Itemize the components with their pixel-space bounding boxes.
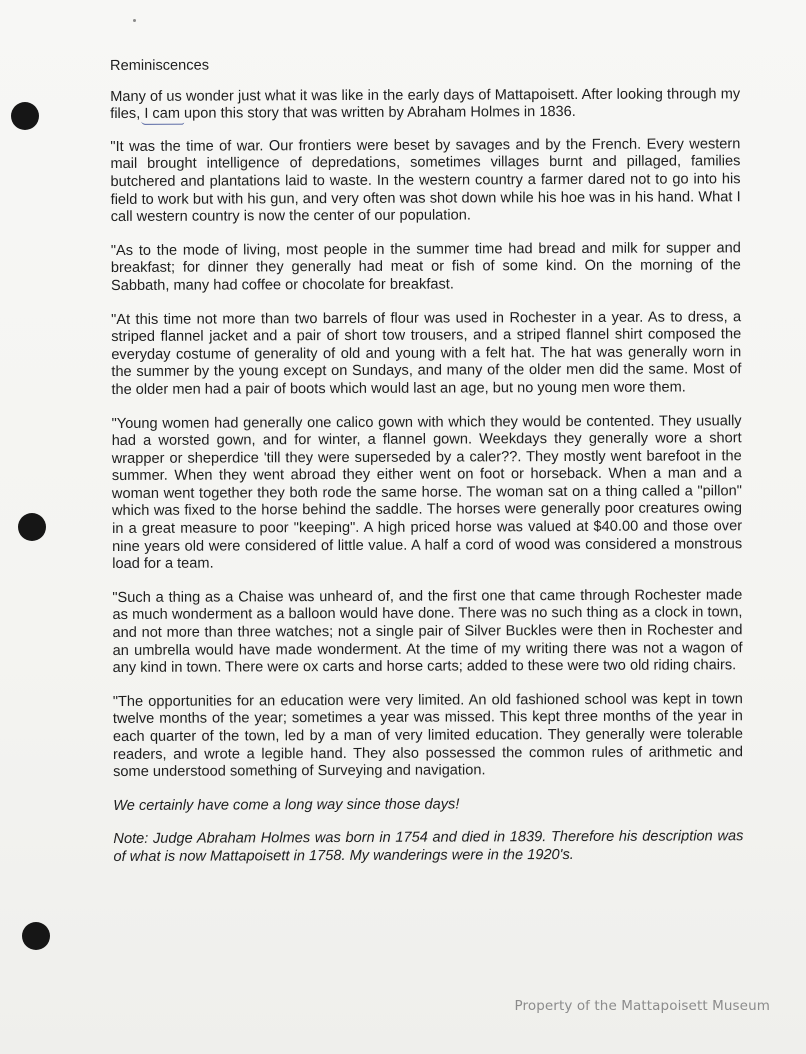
- paragraph-chaise: "Such a thing as a Chaise was unheard of, and the first one that came through Rochester made as much wonderment as a balloon would have done. There was no such thing as a clock in town, and not more than three watches; not a single pair of Silver Buckles were then in Rochester and an umbrella would have made wonderment. At the time of my writing there was not a wagon of any kind in town. There were ox carts and horse carts; added to these were two old riding chairs.: [112, 587, 743, 677]
- paragraph-war: "It was the time of war. Our frontiers were beset by savages and by the French. Every western mail brought intelligence of depredations, sometimes villages burnt and pillaged, families butchered and plantations laid to waste. In the western country a farmer dared not to go into his field to work but with his gun, and very often was shot down while his hoe was in his hand. What I call western country is now the center of our population.: [110, 136, 741, 226]
- intro-text-end: upon this story that was written by Abraham Holmes in 1836.: [184, 104, 576, 122]
- closing-remark: We certainly have come a long way since those days!: [113, 796, 460, 814]
- paper-speck: [133, 19, 136, 22]
- binder-hole-middle: [18, 513, 46, 541]
- paragraph-young-women: "Young women had generally one calico gown with which they would be contented. They usually had a worsted gown, and for winter, a flannel gown. Weekdays they generally wore a short wrapper or sheperdice 'till they were superseded by a caler??. They mostly went barefoot in the summer. When they went abroad they either went on foot or horseback. When a man and a woman went together they both rode the same horse. The woman sat on a thing called a "pillon" which was fixed to the horse behind the saddle. The horses were generally poor creatures owing in a great measure to poor "keeping". A high priced horse was valued at $40.00 and those over nine years old were considered of little value. A half a cord of wood was considered a monstrous load for a team.: [111, 412, 743, 573]
- pen-underlined-text: I cam: [144, 105, 185, 123]
- binder-hole-top: [11, 102, 39, 130]
- binder-hole-bottom: [22, 922, 50, 950]
- paragraph-dress: "At this time not more than two barrels of flour was used in Rochester in a year. As to dress, a striped flannel jacket and a pair of short tow trousers, and a striped flannel shirt composed the everyday costume of generality of old and young with a felt hat. The hat was generally worn in the summer by the young except on Sundays, and many of the older men did the same. Most of the older men had a pair of boots which would last an age, but no young men wore them.: [111, 308, 742, 398]
- author-note: Note: Judge Abraham Holmes was born in 1754 and died in 1839. Therefore his description was of what is now Mattapoisett in 1758. My wanderings were in the 1920's.: [113, 828, 744, 865]
- paragraph-living: "As to the mode of living, most people in the summer time had bread and milk for supper and breakfast; for dinner they generally had meat or fish of some kind. On the morning of the Sabbath, many had coffee or chocolate for breakfast.: [110, 239, 741, 294]
- paragraph-education: "The opportunities for an education were very limited. An old fashioned school was kept in town twelve months of the year; sometimes a year was missed. This kept three months of the year in each quarter of the town, led by a man of very limited education. They generally were tolerable readers, and wrote a legible hand. They also possessed the common rules of arithmetic and some understood something of Surveying and navigation.: [112, 691, 744, 781]
- intro-text-start: Many of us wonder just what it was like in the early days of Mattapoisett. After looking through my files,: [110, 85, 741, 123]
- document-title: Reminiscences: [110, 57, 210, 74]
- document-body: [110, 55, 744, 882]
- museum-watermark: Property of the Mattapoisett Museum: [514, 998, 770, 1014]
- intro-paragraph: [110, 86, 740, 124]
